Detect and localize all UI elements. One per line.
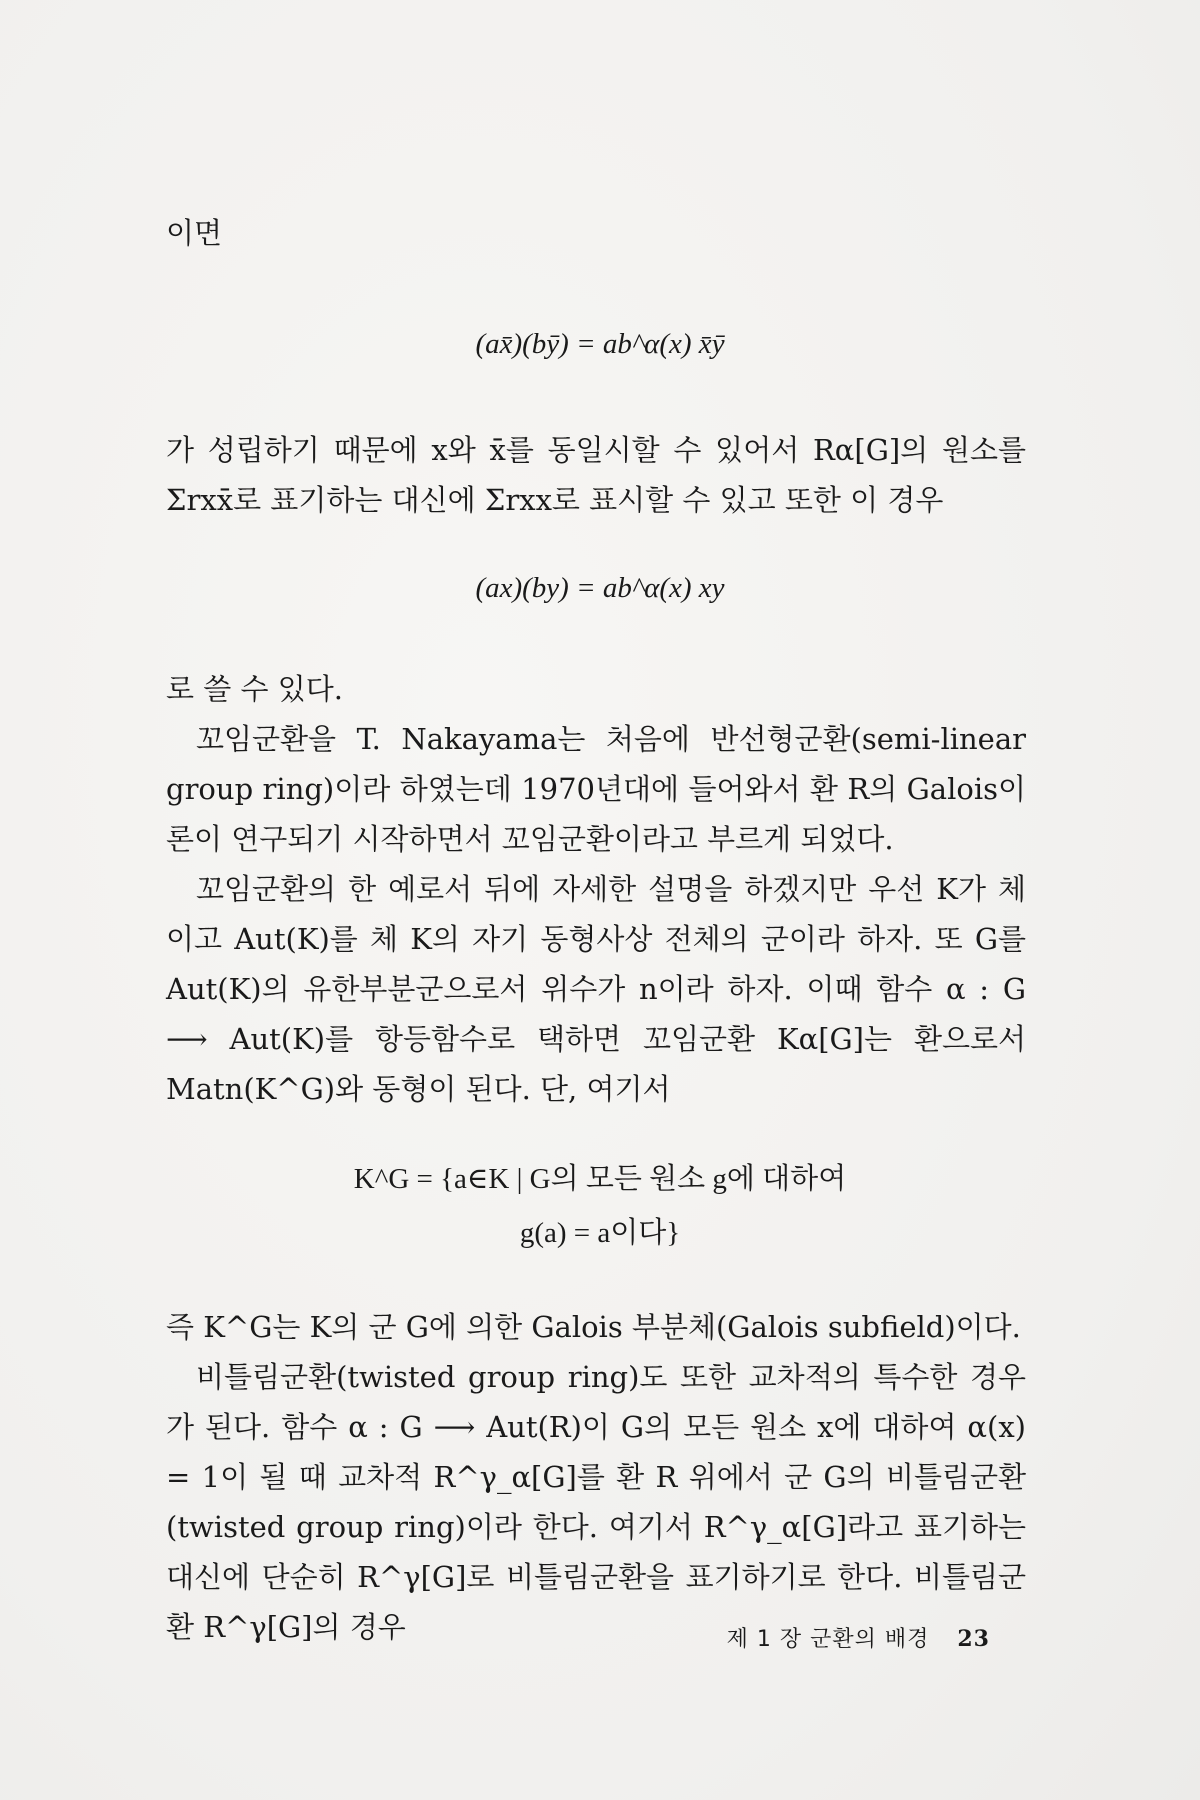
- set-definition-line-1: K^G = {a∈K | G의 모든 원소 g에 대하여: [353, 1163, 847, 1195]
- chapter-title: 제 1 장 군환의 배경: [726, 1627, 930, 1652]
- paragraph-2: 로 쓸 수 있다.: [166, 672, 343, 706]
- paragraph-3: 꼬임군환을 T. Nakayama는 처음에 반선형군환(semi-linear group ring)이라 하였는데 1970년대에 들어와서 환 R의 Galois이론이 연구되기 시작하면서 꼬임군환이라고 부르게 되었다.: [166, 722, 1026, 856]
- paragraph-4: 꼬임군환의 한 예로서 뒤에 자세한 설명을 하겠지만 우선 K가 체이고 Aut(K)를 체 K의 자기 동형사상 전체의 군이라 하자. 또 G를 Aut(K)의 유한부분군으로서 위수가 n이라 하자. 이때 함수 α : G ⟶ Aut(K)를 항등함수로 택하면 꼬임군환 Kα[G]는 환으로서 Matn(K^G)와 동형이 된다. 단, 여기서: [166, 872, 1026, 1106]
- set-definition-line-2: g(a) = a이다}: [519, 1217, 681, 1249]
- page-number: 23: [957, 1626, 990, 1652]
- paragraph-6: 비틀림군환(twisted group ring)도 또한 교차적의 특수한 경우가 된다. 함수 α : G ⟶ Aut(R)이 G의 모든 원소 x에 대하여 α(x) = 1이 될 때 교차적 R^γ_α[G]를 환 R 위에서 군 G의 비틀림군환(twisted group ring)이라 한다. 여기서 R^γ_α[G]라고 표기하는 대신에 단순히 R^γ[G]로 비틀림군환을 표기하기로 한다. 비틀림군환 R^γ[G]의 경우: [166, 1360, 1026, 1644]
- running-footer: [727, 1622, 990, 1653]
- intro-word: 이면: [166, 216, 223, 250]
- equation-2: (ax)(by) = ab^α(x) xy: [475, 572, 725, 604]
- paragraph-1: 가 성립하기 때문에 x와 x̄를 동일시할 수 있어서 Rα[G]의 원소를 Σrxx̄로 표기하는 대신에 Σrxx로 표시할 수 있고 또한 이 경우: [166, 433, 1026, 517]
- paragraph-5: 즉 K^G는 K의 군 G에 의한 Galois 부분체(Galois subfield)이다.: [166, 1310, 1021, 1344]
- equation-1: (ax̄)(bȳ) = ab^α(x) x̄ȳ: [475, 328, 725, 360]
